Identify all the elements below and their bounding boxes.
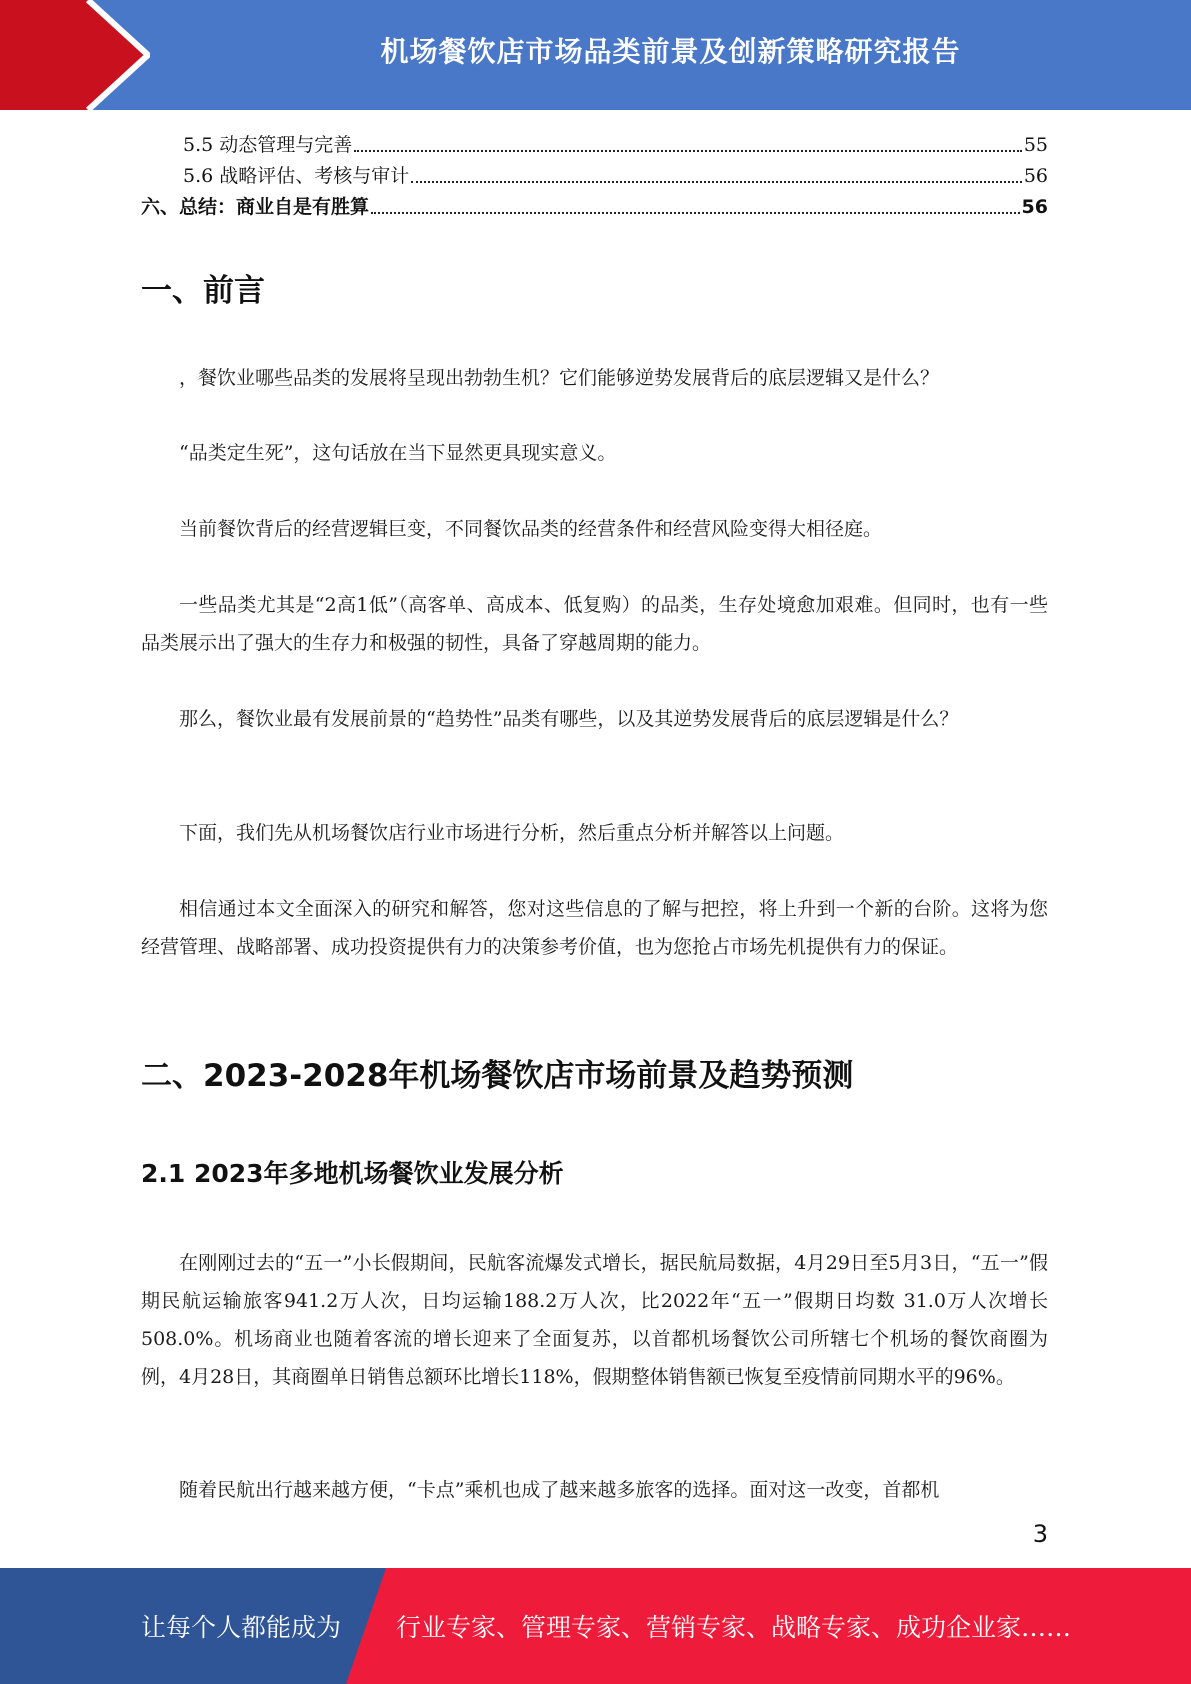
- toc-entry[interactable]: [141, 190, 1048, 220]
- page-footer: [0, 1568, 1191, 1684]
- header-arrow-graphic: [0, 0, 150, 110]
- toc-entry-label: 5.6 战略评估、考核与审计: [183, 165, 410, 187]
- paragraph: ，餐饮业哪些品类的发展将呈现出勃勃生机？它们能够逆势发展背后的底层逻辑又是什么？: [179, 367, 940, 389]
- footer-slogan-left: 让每个人都能成为: [141, 1613, 342, 1642]
- section-heading-preface: 一、前言: [141, 273, 265, 309]
- subsection-heading-2-1: 2.1 2023年多地机场餐饮业发展分析: [141, 1159, 564, 1188]
- toc-entry-page: 56: [1021, 196, 1048, 218]
- paragraph: 当前餐饮背后的经营逻辑巨变，不同餐饮品类的经营条件和经营风险变得大相径庭。: [179, 518, 883, 540]
- paragraph: 那么，餐饮业最有发展前景的“趋势性”品类有哪些，以及其逆势发展背后的底层逻辑是什么？: [179, 708, 959, 730]
- toc-entry-label: 5.5 动态管理与完善: [183, 134, 353, 156]
- toc-entry[interactable]: [141, 128, 1048, 158]
- footer-slogan-right: 行业专家、管理专家、营销专家、战略专家、成功企业家……: [396, 1613, 1072, 1642]
- paragraph: 下面，我们先从机场餐饮店行业市场进行分析，然后重点分析并解答以上问题。: [179, 822, 845, 844]
- paragraph: 在刚刚过去的“五一”小长假期间，民航客流爆发式增长，据民航局数据，4月29日至5月3日，“五一”假期民航运输旅客941.2万人次，日均运输188.2万人次，比2022年“五一”假期日均数 31.0万人次增长508.0%。机场商业也随着客流的增长迎来了全面复苏，以首都机场餐饮公司所辖七个机场的餐饮商圈为例，4月28日，其商圈单日销售总额环比增长118%，假期整体销售额已恢复至疫情前同期水平的96%。: [141, 1252, 1048, 1388]
- toc-entry-label: 六、总结：商业自是有胜算: [141, 196, 370, 218]
- page-number: 3: [1032, 1520, 1048, 1548]
- page-header: [0, 0, 1191, 110]
- toc-entry-page: 55: [1023, 134, 1048, 156]
- paragraph: “品类定生死”，这句话放在当下显然更具现实意义。: [179, 442, 617, 464]
- toc-leader-dots: [354, 150, 1022, 152]
- paragraph: 随着民航出行越来越方便，“卡点”乘机也成了越来越多旅客的选择。面对这一改变，首都机: [179, 1479, 940, 1501]
- paragraph: 一些品类尤其是“2高1低”（高客单、高成本、低复购）的品类，生存处境愈加艰难。但同时，也有一些品类展示出了强大的生存力和极强的韧性，具备了穿越周期的能力。: [141, 594, 1048, 654]
- section-heading-market-outlook: 二、2023-2028年机场餐饮店市场前景及趋势预测: [141, 1058, 854, 1094]
- toc-leader-dots: [411, 181, 1022, 183]
- toc-entry[interactable]: [141, 159, 1048, 189]
- paragraph: 相信通过本文全面深入的研究和解答，您对这些信息的了解与把控，将上升到一个新的台阶。这将为您经营管理、战略部署、成功投资提供有力的决策参考价值，也为您抢占市场先机提供有力的保证。: [141, 898, 1048, 958]
- report-title: 机场餐饮店市场品类前景及创新策略研究报告: [380, 35, 961, 68]
- toc-entry-page: 56: [1023, 165, 1048, 187]
- toc-leader-dots: [371, 212, 1020, 214]
